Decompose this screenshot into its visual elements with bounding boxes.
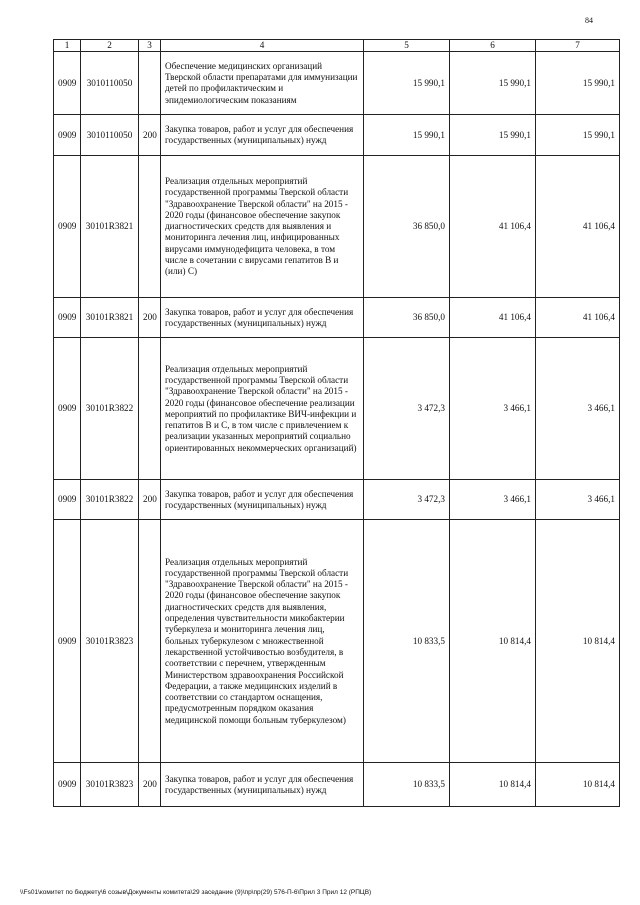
target-code: 30101R3823 [81, 520, 139, 763]
item-name: Реализация отдельных мероприятий государственной программы Тверской области "Здравоохранение Тверской области" на 2015 - 2020 годы (финансовое обеспечение закупок диагностических средств для выявления и мониторинга лечения лиц, инфицированных вирусами иммунодефицита человека, в том числе в сочетании с вирусами гепатитов В и (или) С) [161, 156, 364, 298]
column-header: 5 [364, 40, 450, 52]
amount-col7: 41 106,4 [536, 298, 620, 338]
table-row [54, 52, 620, 115]
item-name: Закупка товаров, работ и услуг для обеспечения государственных (муниципальных) нужд [161, 763, 364, 807]
section-code: 0909 [54, 480, 81, 520]
expense-type [139, 338, 161, 480]
section-code: 0909 [54, 520, 81, 763]
amount-col5: 36 850,0 [364, 156, 450, 298]
amount-col6: 3 466,1 [450, 338, 536, 480]
amount-col5: 15 990,1 [364, 52, 450, 115]
amount-col7: 3 466,1 [536, 480, 620, 520]
section-code: 0909 [54, 338, 81, 480]
amount-col6: 10 814,4 [450, 763, 536, 807]
amount-col5: 10 833,5 [364, 520, 450, 763]
expense-type [139, 52, 161, 115]
item-name: Реализация отдельных мероприятий государственной программы Тверской области "Здравоохранение Тверской области" на 2015 - 2020 годы (финансовое обеспечение реализации мероприятий по профилактике ВИЧ-инфекции и гепатитов В и С, в том числе с привлечением к реализации указанных мероприятий социально ориентированных некоммерческих организаций) [161, 338, 364, 480]
section-code: 0909 [54, 156, 81, 298]
target-code: 3010110050 [81, 52, 139, 115]
column-header: 1 [54, 40, 81, 52]
section-code: 0909 [54, 298, 81, 338]
section-code: 0909 [54, 52, 81, 115]
column-header: 7 [536, 40, 620, 52]
amount-col6: 15 990,1 [450, 52, 536, 115]
column-header: 4 [161, 40, 364, 52]
amount-col7: 15 990,1 [536, 52, 620, 115]
column-header: 2 [81, 40, 139, 52]
amount-col7: 15 990,1 [536, 115, 620, 156]
column-header: 3 [139, 40, 161, 52]
amount-col5: 10 833,5 [364, 763, 450, 807]
expense-type [139, 520, 161, 763]
amount-col6: 10 814,4 [450, 520, 536, 763]
expense-type: 200 [139, 115, 161, 156]
page-number: 84 [585, 16, 593, 25]
budget-table [53, 39, 620, 807]
target-code: 30101R3822 [81, 480, 139, 520]
table-row [54, 480, 620, 520]
target-code: 30101R3823 [81, 763, 139, 807]
target-code: 3010110050 [81, 115, 139, 156]
table-row [54, 156, 620, 298]
expense-type: 200 [139, 763, 161, 807]
amount-col7: 10 814,4 [536, 520, 620, 763]
table-row [54, 338, 620, 480]
amount-col6: 41 106,4 [450, 156, 536, 298]
amount-col5: 3 472,3 [364, 480, 450, 520]
item-name: Реализация отдельных мероприятий государственной программы Тверской области "Здравоохранение Тверской области" на 2015 - 2020 годы (финансовое обеспечение закупок диагностических средств для выявления, определения чувствительности микобактерии туберкулеза и мониторинга лечения лиц, больных туберкулезом с множественной лекарственной устойчивостью возбудителя, в соответствии с перечнем, утвержденным Министерством здравоохранения Российской Федерации, а также медицинских изделий в соответствии со стандартом оснащения, предусмотренным порядком оказания медицинской помощи больным туберкулезом) [161, 520, 364, 763]
amount-col7: 41 106,4 [536, 156, 620, 298]
amount-col5: 15 990,1 [364, 115, 450, 156]
amount-col5: 3 472,3 [364, 338, 450, 480]
expense-type [139, 156, 161, 298]
expense-type: 200 [139, 298, 161, 338]
table-row [54, 115, 620, 156]
footer-file-path: \\Fs01\комитет по бюджету\6 созыв\Документы комитета\29 заседание (9)\пр\пр(29) 576-П-6\Прил 3 Прил 12 (РПЦВ) [20, 889, 372, 896]
column-header: 6 [450, 40, 536, 52]
target-code: 30101R3821 [81, 156, 139, 298]
item-name: Закупка товаров, работ и услуг для обеспечения государственных (муниципальных) нужд [161, 298, 364, 338]
section-code: 0909 [54, 115, 81, 156]
amount-col6: 3 466,1 [450, 480, 536, 520]
item-name: Закупка товаров, работ и услуг для обеспечения государственных (муниципальных) нужд [161, 115, 364, 156]
table-row [54, 763, 620, 807]
section-code: 0909 [54, 763, 81, 807]
amount-col7: 10 814,4 [536, 763, 620, 807]
item-name: Обеспечение медицинских организаций Тверской области препаратами для иммунизации детей по профилактическим и эпидемиологическим показаниям [161, 52, 364, 115]
amount-col6: 15 990,1 [450, 115, 536, 156]
table-row [54, 298, 620, 338]
target-code: 30101R3821 [81, 298, 139, 338]
amount-col7: 3 466,1 [536, 338, 620, 480]
expense-type: 200 [139, 480, 161, 520]
target-code: 30101R3822 [81, 338, 139, 480]
table-row [54, 520, 620, 763]
amount-col5: 36 850,0 [364, 298, 450, 338]
table-header-row [54, 40, 620, 52]
amount-col6: 41 106,4 [450, 298, 536, 338]
item-name: Закупка товаров, работ и услуг для обеспечения государственных (муниципальных) нужд [161, 480, 364, 520]
